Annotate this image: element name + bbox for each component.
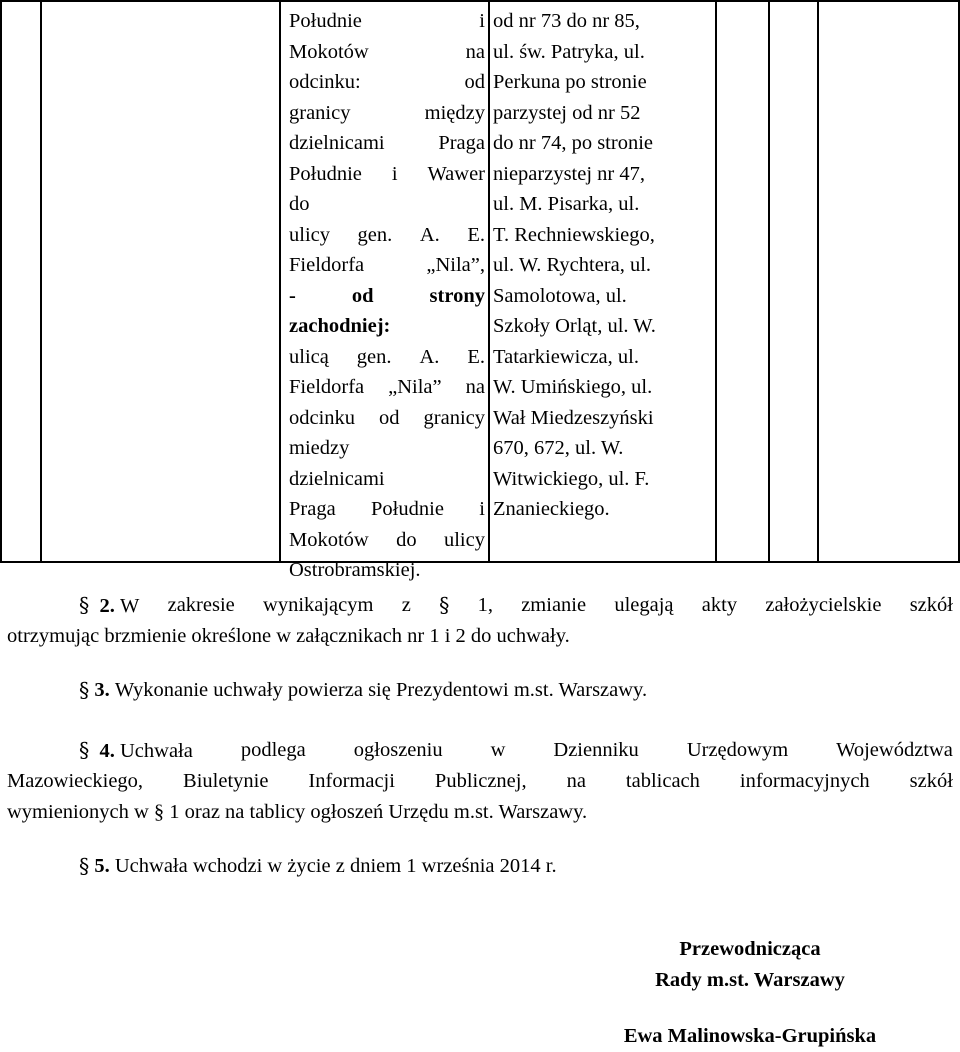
paragraph-word: Urzędowym — [686, 739, 789, 761]
paragraph-3-number: 3. — [94, 679, 110, 701]
table-cell-word: „Nila”, — [426, 254, 485, 276]
table-cell-word: Mokotów — [289, 40, 369, 63]
table-cell-line — [289, 311, 485, 342]
section-sign: § — [79, 678, 90, 702]
table-cell-word: E. — [467, 345, 485, 368]
table-cell-line — [289, 464, 485, 495]
table-cell-line — [289, 433, 485, 464]
table-cell-word: dzielnicami — [289, 467, 385, 490]
paragraph-word: tablicach — [625, 770, 700, 792]
table-cell-word: do — [289, 193, 310, 215]
table-cell-line — [289, 159, 485, 190]
table-cell-line — [289, 220, 485, 251]
table-cell-word: i — [479, 498, 485, 520]
table-cell-word: miedzy — [289, 437, 350, 459]
table-cell-word: strony — [429, 284, 485, 307]
table-cell-word: Południe — [371, 498, 444, 520]
section-sign: § — [79, 593, 90, 617]
table-cell-word: - — [289, 284, 296, 307]
table-cell-word: E. — [467, 223, 485, 246]
table-cell-word: gen. — [356, 345, 392, 368]
paragraph-word: Biuletynie — [183, 770, 269, 792]
paragraph-word: informacyjnych — [739, 770, 870, 792]
table-cell-word: Wawer — [427, 162, 485, 185]
paragraph-3 — [7, 675, 953, 706]
table-cell-line: Tatarkiewicza, ul. — [493, 345, 639, 368]
district-boundary-cell — [289, 6, 485, 586]
table-col-border — [768, 0, 770, 562]
table-cell-word: dzielnicami — [289, 132, 385, 154]
paragraph-3-line — [7, 675, 953, 706]
table-cell-line — [289, 342, 485, 373]
table-col-border — [40, 0, 42, 562]
table-col-border — [279, 0, 281, 562]
table-col-border — [958, 0, 960, 562]
table-cell-line: Witwickiego, ul. F. — [493, 467, 650, 490]
table-cell-line — [289, 494, 485, 525]
signatory-title — [600, 934, 900, 996]
table-cell-line — [289, 372, 485, 403]
paragraph-4 — [7, 735, 953, 828]
paragraph-word: w — [490, 739, 506, 761]
paragraph-5-line — [7, 851, 953, 882]
table-cell-word: odcinku: — [289, 71, 361, 93]
paragraph-word: Województwa — [836, 739, 953, 761]
table-cell-word: granicy — [423, 406, 485, 429]
table-cell-line: ul. M. Pisarka, ul. — [493, 193, 640, 215]
table-cell-word: Fieldorfa — [289, 376, 365, 398]
table-cell-word: od — [351, 284, 374, 307]
table-cell-line: parzystej od nr 52 — [493, 101, 641, 124]
table-cell-line: Wał Miedzeszyński — [493, 406, 654, 429]
paragraph-word: na — [566, 770, 586, 792]
table-cell-word: i — [479, 10, 485, 32]
paragraph-5-number: 5. — [94, 855, 110, 877]
paragraph-number: 4. — [99, 740, 115, 762]
table-cell-word: Południe — [289, 162, 362, 185]
table-cell-word: Południe — [289, 10, 362, 32]
section-sign: § — [79, 854, 90, 878]
table-cell-word: granicy — [289, 101, 351, 124]
table-cell-line — [289, 281, 485, 312]
table-cell-word: ulicy — [443, 528, 485, 551]
table-cell-line — [289, 525, 485, 556]
table-cell-line: ul. W. Rychtera, ul. — [493, 254, 652, 276]
paragraph-word: ulegają — [614, 594, 674, 616]
paragraph-word: Mazowieckiego, — [7, 770, 144, 792]
table-col-border — [0, 0, 2, 562]
table-cell-word: na — [465, 40, 485, 63]
paragraph-word: założycielskie — [765, 594, 882, 616]
table-cell-word: Mokotów — [289, 528, 369, 551]
paragraph-4-line-2 — [7, 766, 953, 797]
table-cell-word: Ostrobramskiej. — [289, 559, 421, 581]
table-cell-line: Szkoły Orląt, ul. W. — [493, 315, 656, 337]
table-cell-word: do — [396, 528, 417, 551]
section-sign: § — [439, 593, 450, 617]
table-cell-line — [289, 37, 485, 68]
table-top-border — [0, 0, 960, 2]
paragraph-2 — [7, 590, 953, 652]
signatory-name: Ewa Malinowska-Grupińska — [623, 1025, 877, 1047]
table-cell-word: i — [391, 162, 398, 185]
paragraph-word: szkół — [909, 594, 953, 616]
table-cell-line: 670, 672, ul. W. — [493, 437, 624, 459]
table-cell-line: T. Rechniewskiego, — [493, 223, 655, 246]
table-cell-line — [289, 67, 485, 98]
table-cell-line — [289, 403, 485, 434]
paragraph-3-text: Wykonanie uchwały powierza się Prezydentowi m.st. Warszawy. — [114, 679, 648, 701]
paragraph-word: podlega — [240, 739, 306, 761]
paragraph-4-line-3: wymienionych w § 1 oraz na tablicy ogłoszeń Urzędu m.st. Warszawy. — [7, 801, 588, 823]
paragraph-word: 1, — [477, 594, 493, 616]
table-cell-word: ulicą — [289, 345, 329, 368]
table-cell-word: „Nila” — [388, 376, 442, 398]
paragraph-word: Dzienniku — [553, 739, 639, 761]
paragraph-2-line-1 — [7, 590, 953, 621]
table-cell-word: odcinku — [289, 406, 356, 429]
paragraph-heading — [79, 735, 193, 766]
paragraph-word: akty — [701, 594, 738, 616]
table-cell-word: A. — [419, 223, 440, 246]
signatory-council: Rady m.st. Warszawy — [655, 969, 845, 991]
table-cell-word: Fieldorfa — [289, 254, 365, 276]
table-cell-line — [289, 250, 485, 281]
paragraph-word: ogłoszeniu — [353, 739, 443, 761]
table-cell-word: Praga — [438, 132, 485, 154]
table-cell-line: ul. św. Patryka, ul. — [493, 40, 645, 63]
street-list-cell — [493, 6, 713, 525]
table-col-border — [817, 0, 819, 562]
table-cell-word: Praga — [289, 498, 336, 520]
paragraph-4-line-1 — [7, 735, 953, 766]
paragraph-word: Informacji — [308, 770, 395, 792]
paragraph-5-text: Uchwała wchodzi w życie z dniem 1 września 2014 r. — [114, 855, 557, 877]
table-cell-line — [289, 128, 485, 159]
table-cell-line — [289, 6, 485, 37]
table-cell-line — [289, 189, 485, 220]
table-cell-line — [289, 98, 485, 129]
table-cell-word: gen. — [357, 223, 393, 246]
paragraph-word: szkół — [909, 770, 953, 792]
paragraph-2-line-2: otrzymując brzmienie określone w załącznikach nr 1 i 2 do uchwały. — [7, 625, 570, 647]
table-col-border — [488, 0, 490, 562]
table-cell-word: od — [379, 406, 400, 429]
table-cell-word: A. — [419, 345, 440, 368]
table-cell-word: ulicy — [289, 223, 330, 246]
table-cell-word: od — [464, 71, 485, 93]
paragraph-word: zakresie — [167, 594, 235, 616]
table-cell-line: od nr 73 do nr 85, — [493, 10, 640, 32]
paragraph-heading — [79, 590, 139, 621]
table-cell-line: nieparzystej nr 47, — [493, 162, 645, 185]
table-cell-line: Znanieckiego. — [493, 498, 610, 520]
table-cell-word: na — [465, 376, 485, 398]
table-col-border — [715, 0, 717, 562]
paragraph-number: 2. — [99, 595, 115, 617]
paragraph-word: z — [401, 594, 411, 616]
paragraph-word: wynikającym — [263, 594, 374, 616]
table-cell-line: Samolotowa, ul. — [493, 284, 627, 307]
paragraph-5 — [7, 851, 953, 882]
table-cell-word: zachodniej: — [289, 315, 391, 337]
table-cell-line: do nr 74, po stronie — [493, 132, 653, 154]
paragraph-word: Uchwała — [120, 740, 193, 762]
table-cell-line: W. Umińskiego, ul. — [493, 376, 653, 398]
table-cell-word: między — [424, 101, 485, 124]
paragraph-word: W — [120, 595, 140, 617]
section-sign: § — [79, 738, 90, 762]
paragraph-word: zmianie — [521, 594, 587, 616]
paragraph-word: Publicznej, — [434, 770, 527, 792]
table-cell-line — [289, 555, 485, 586]
table-cell-line: Perkuna po stronie — [493, 71, 647, 93]
signatory-role: Przewodnicząca — [679, 938, 821, 960]
